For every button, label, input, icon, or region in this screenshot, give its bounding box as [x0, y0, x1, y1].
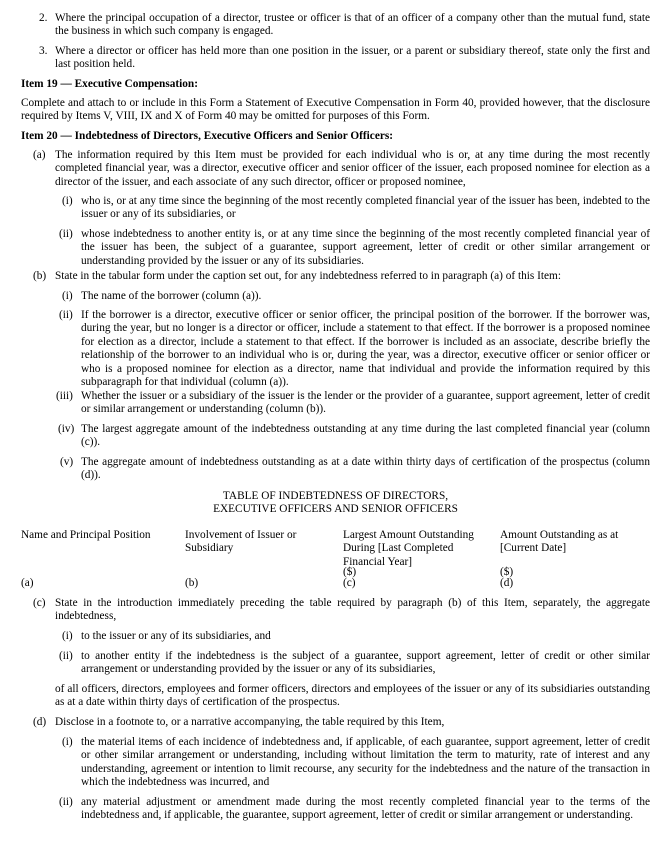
subparagraph-text: The name of the borrower (column (a)).: [81, 290, 262, 302]
subparagraph-text: If the borrower is a director, executive officer or senior officer, the principal position of the borrower. If the borrower was, during the year, but no longer is a director or officer, include a statement to that effect. If the borrower is a proposed nominee for election as a director, include a statement to that effect. If the borrower is included as an associate, describe briefly the relationship of the borrower to an individual who is or, during the year, was a director, executive officer or senior officer or who is a proposed nominee for election as a director, name that individual and provide the information required by this subparagraph for that individual (column (a)).: [81, 309, 650, 389]
subparagraph-label: (iv): [58, 423, 75, 435]
table-column-letter: (b): [185, 577, 199, 589]
paragraph-label: (a): [33, 149, 46, 161]
table-title-line: EXECUTIVE OFFICERS AND SENIOR OFFICERS: [213, 503, 458, 515]
subparagraph-text: to the issuer or any of its subsidiaries, and: [81, 630, 271, 642]
table-column-letter: (a): [21, 577, 34, 589]
table-column-letter: (c): [343, 577, 356, 589]
paragraph-label: (b): [33, 270, 47, 282]
table-column-header: Name and Principal Position: [21, 529, 151, 541]
item-20-heading: Item 20 — Indebtedness of Directors, Executive Officers and Senior Officers:: [21, 130, 394, 142]
subparagraph-label: (ii): [59, 796, 73, 808]
paragraph-c-closing: of all officers, directors, employees and former officers, directors and employees of the issuer or any of its subsidiaries outstanding as at a date within thirty days of certification of the prospectus.: [55, 683, 650, 709]
subparagraph-label: (ii): [59, 309, 73, 321]
paragraph-c-text: State in the introduction immediately preceding the table required by paragraph (b) of this Item, separately, the aggregate indebtedness,: [55, 597, 650, 623]
table-column-header: Largest Amount Outstanding During [Last Completed Financial Year]: [343, 529, 474, 568]
subparagraph-label: (i): [62, 290, 73, 302]
subparagraph-label: (ii): [59, 228, 73, 240]
subparagraph-text: The aggregate amount of indebtedness outstanding as at a date within thirty days of certification of the prospectus (column (d)).: [81, 456, 650, 482]
table-column-unit: ($): [343, 566, 357, 578]
item-number: 3.: [39, 45, 48, 57]
table-column-header: Amount Outstanding as at [Current Date]: [500, 529, 619, 555]
subparagraph-label: (i): [62, 630, 73, 642]
subparagraph-text: to another entity if the indebtedness is the subject of a guarantee, support agreement, letter of credit or other similar arrangement or understanding provided by the issuer or any of its subsidiaries,: [81, 650, 650, 676]
paragraph-label: (d): [33, 716, 47, 728]
paragraph-b-text: State in the tabular form under the caption set out, for any indebtedness referred to in paragraph (a) of this Item:: [55, 270, 561, 282]
item-19-heading: Item 19 — Executive Compensation:: [21, 78, 198, 90]
table-title-line: TABLE OF INDEBTEDNESS OF DIRECTORS,: [222, 490, 449, 502]
item-number: 2.: [39, 12, 48, 24]
subparagraph-label: (i): [62, 736, 73, 748]
table-column-letter: (d): [500, 577, 514, 589]
subparagraph-text: Whether the issuer or a subsidiary of the issuer is the lender or the provider of a guarantee, support agreement, letter of credit or similar arrangement or understanding (column (b)).: [81, 390, 650, 416]
item-19-text: Complete and attach to or include in this Form a Statement of Executive Compensation in Form 40, provided however, that the disclosure required by Items V, VIII, IX and X of Form 40 may be omitted for purposes of this Form.: [21, 97, 650, 123]
subparagraph-text: the material items of each incidence of indebtedness and, if applicable, of each guarantee, support agreement, letter of credit or other similar arrangement or understanding, including without limitation the term to maturity, rate of interest and any understanding, agreement or intention to limit recourse, any security for the indebtedness and the nature of the transaction in which the indebtedness was incurred, and: [81, 736, 650, 789]
table-column-unit: ($): [500, 566, 514, 578]
subparagraph-label: (i): [62, 195, 73, 207]
paragraph-d-text: Disclose in a footnote to, or a narrative accompanying, the table required by this Item,: [55, 716, 445, 728]
subparagraph-text: who is, or at any time since the beginning of the most recently completed financial year of the issuer has been, indebted to the issuer or any of its subsidiaries, or: [81, 195, 650, 221]
subparagraph-label: (ii): [59, 650, 73, 662]
paragraph-label: (c): [33, 597, 46, 609]
paragraph-a-text: The information required by this Item must be provided for each individual who is or, at any time during the most recently completed financial year, was a director, executive officer and senior officer of the issuer, each proposed nominee for election as a director of the issuer, and each associate of any such director, officer or proposed nominee,: [55, 149, 650, 188]
numbered-paragraph: Where a director or officer has held more than one position in the issuer, or a parent or subsidiary thereof, state only the first and last position held.: [55, 45, 650, 71]
table-column-header: Involvement of Issuer or Subsidiary: [185, 529, 297, 555]
subparagraph-text: any material adjustment or amendment made during the most recently completed financial year to the terms of the indebtedness and, if applicable, the guarantee, support agreement, letter of credit or similar arrangement or understanding.: [81, 796, 650, 822]
subparagraph-text: whose indebtedness to another entity is, or at any time since the beginning of the most recently completed financial year of the issuer has been, the subject of a guarantee, support agreement, letter of credit or other similar arrangement or understanding provided by the issuer or any of its subsidiaries.: [81, 228, 650, 267]
numbered-paragraph: Where the principal occupation of a director, trustee or officer is that of an officer of a company other than the mutual fund, state the business in which such company is engaged.: [55, 12, 650, 38]
subparagraph-text: The largest aggregate amount of the indebtedness outstanding at any time during the last completed financial year (column (c)).: [81, 423, 650, 449]
subparagraph-label: (iii): [56, 390, 73, 402]
subparagraph-label: (v): [60, 456, 74, 468]
